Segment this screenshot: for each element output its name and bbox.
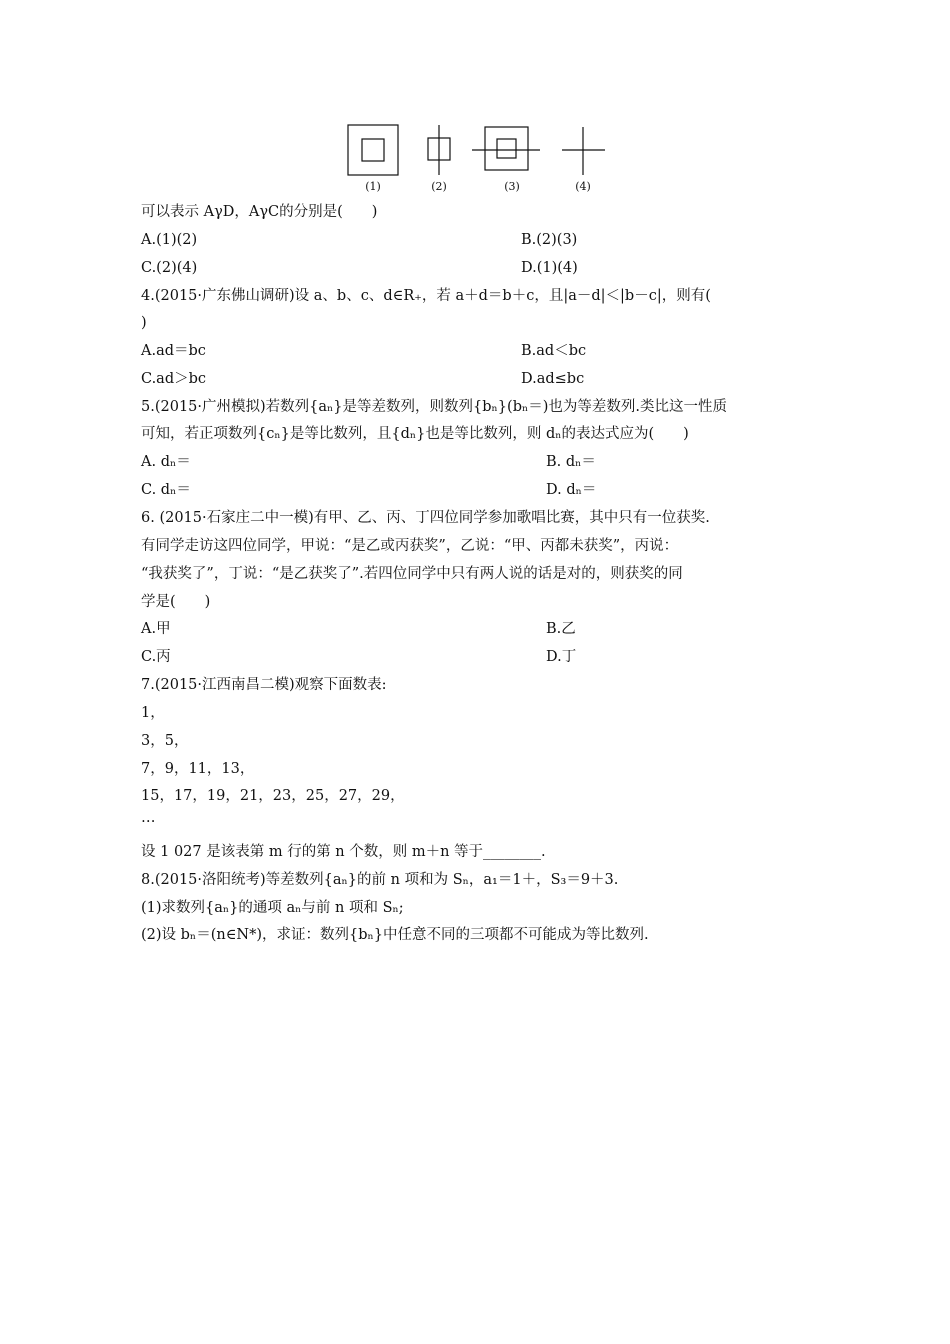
- q4-option-d: D.ad≤bc: [521, 371, 585, 387]
- diagram-1: [348, 125, 398, 175]
- diagram-3: [472, 127, 540, 170]
- q8-part-2: (2)设 bₙ＝(n∈N*)，求证：数列{bₙ}中任意不同的三项都不可能成为等比数列.: [141, 927, 649, 943]
- q4-stem: 4.(2015·广东佛山调研)设 a、b、c、d∈R₊，若 a＋d＝b＋c，且|a－d|＜|b－c|，则有(: [141, 288, 711, 304]
- q5-option-d: D. dₙ＝: [546, 482, 597, 498]
- q7-stem: 7.(2015·江西南昌二模)观察下面数表:: [141, 677, 387, 693]
- q3-option-c: C.(2)(4): [141, 260, 198, 276]
- q6-line-2: 有同学走访这四位同学，甲说：“是乙或丙获奖”，乙说：“甲、丙都未获奖”，丙说：: [141, 538, 679, 554]
- q4-option-a: A.ad＝bc: [141, 343, 206, 359]
- q8-part-1: (1)求数列{aₙ}的通项 aₙ与前 n 项和 Sₙ;: [141, 900, 404, 916]
- q3-stem: 可以表示 AγD，AγC的分别是( ): [141, 204, 378, 220]
- q5-option-c: C. dₙ＝: [141, 482, 191, 498]
- q4-option-b: B.ad＜bc: [521, 343, 587, 359]
- q5-line-1: 5.(2015·广州模拟)若数列{aₙ}是等差数列，则数列{bₙ}(bₙ＝)也为等差数列.类比这一性质: [141, 399, 728, 415]
- q3-option-b: B.(2)(3): [521, 232, 578, 248]
- q6-option-c: C.丙: [141, 649, 171, 665]
- q7-row-4: 15，17，19，21，23，25，27，29，: [141, 788, 405, 804]
- caption-3: (3): [504, 180, 520, 193]
- q7-row-2: 3，5，: [141, 733, 189, 749]
- q6-line-1: 6. (2015·石家庄二中一模)有甲、乙、丙、丁四位同学参加歌唱比赛，其中只有一位获奖.: [141, 510, 710, 526]
- q6-option-b: B.乙: [546, 621, 576, 637]
- caption-1: (1): [365, 180, 381, 193]
- q6-line-4: 学是( ): [141, 594, 211, 610]
- q3-option-d: D.(1)(4): [521, 260, 578, 276]
- q5-option-b: B. dₙ＝: [546, 454, 596, 470]
- diagram-4: [562, 127, 605, 175]
- q7-row-1: 1，: [141, 705, 165, 721]
- q7-row-ellipsis: …: [141, 810, 156, 826]
- caption-2: (2): [431, 180, 447, 193]
- q5-line-2: 可知，若正项数列{cₙ}是等比数列，且{dₙ}也是等比数列，则 dₙ的表达式应为( ): [141, 426, 689, 442]
- q3-option-a: A.(1)(2): [141, 232, 198, 248]
- q5-option-a: A. dₙ＝: [141, 454, 191, 470]
- figure-diagrams: [340, 120, 620, 200]
- q4-option-c: C.ad＞bc: [141, 371, 207, 387]
- q6-line-3: “我获奖了”，丁说：“是乙获奖了”.若四位同学中只有两人说的话是对的，则获奖的同: [141, 566, 683, 582]
- q7-row-3: 7，9，11，13，: [141, 761, 255, 777]
- caption-4: (4): [575, 180, 591, 193]
- q6-option-d: D.丁: [546, 649, 577, 665]
- diagram-2: [428, 125, 450, 175]
- q6-option-a: A.甲: [141, 621, 171, 637]
- q7-question: 设 1 027 是该表第 m 行的第 n 个数，则 m＋n 等于________.: [141, 844, 546, 860]
- q8-stem: 8.(2015·洛阳统考)等差数列{aₙ}的前 n 项和为 Sₙ，a₁＝1＋，S₃＝9＋3.: [141, 872, 619, 888]
- q4-stem-cont: ): [141, 315, 147, 331]
